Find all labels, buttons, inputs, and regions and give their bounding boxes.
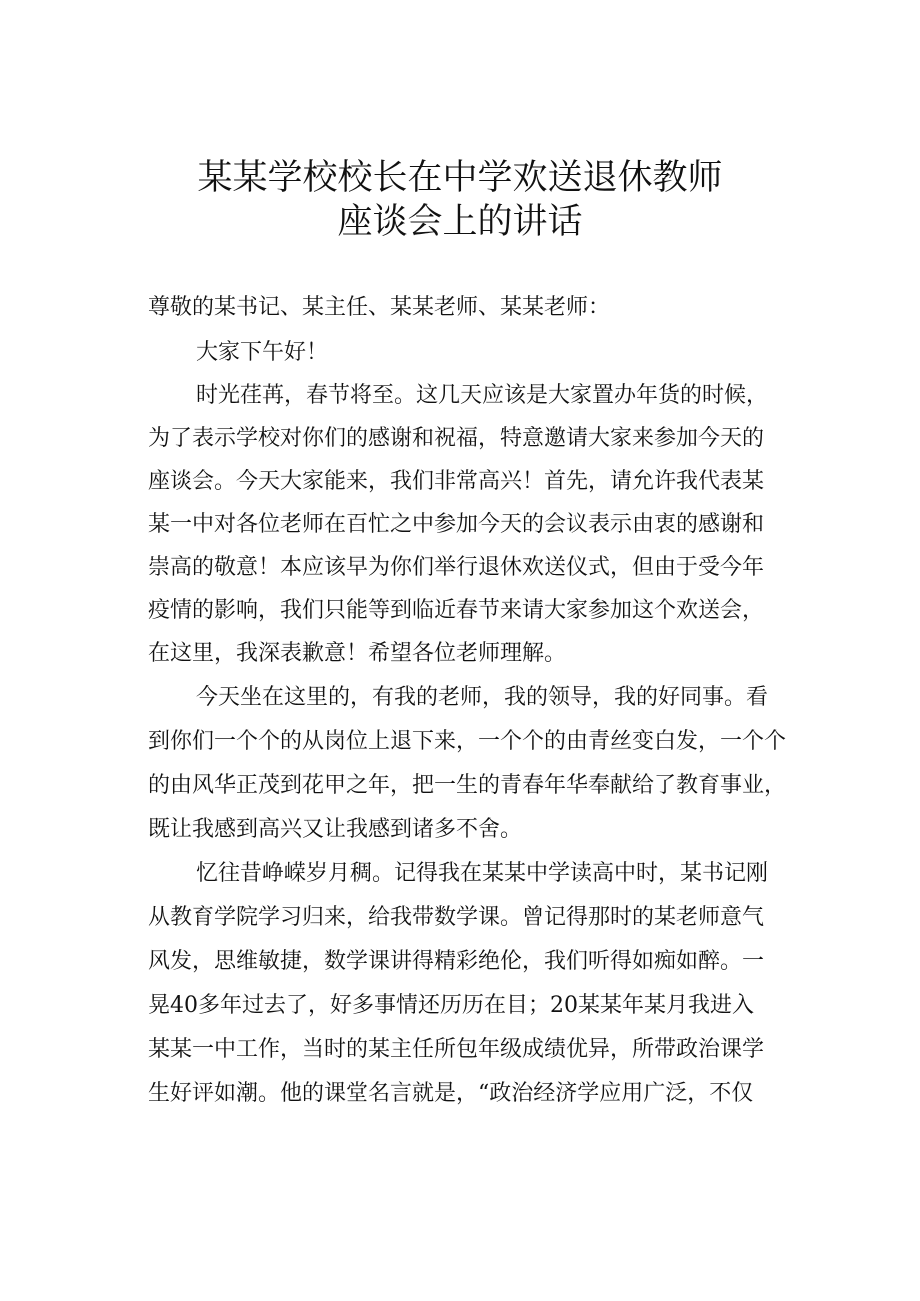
text-line: 大家下午好！ bbox=[196, 340, 329, 365]
text-line: 风发，思维敏捷，数学课讲得精彩绝伦，我们听得如痴如醉。一 bbox=[148, 949, 765, 974]
text-line: 既让我感到高兴又让我感到诸多不舍。 bbox=[148, 817, 523, 842]
document-title-line-2: 座谈会上的讲话 bbox=[337, 202, 583, 242]
text-line: 晃40多年过去了，好多事情还历历在目；20某某年某月我进入 bbox=[148, 993, 754, 1018]
text-line: 今天坐在这里的，有我的老师，我的领导，我的好同事。看 bbox=[196, 685, 769, 710]
text-line: 崇高的敬意！本应该早为你们举行退休欢送仪式，但由于受今年 bbox=[148, 555, 765, 580]
text-line: 的由风华正茂到花甲之年，把一生的青春年华奉献给了教育事业， bbox=[148, 773, 787, 798]
text-line: 生好评如潮。他的课堂名言就是，“政治经济学应用广泛，不仅 bbox=[148, 1081, 754, 1106]
text-line: 为了表示学校对你们的感谢和祝福，特意邀请大家来参加今天的 bbox=[148, 426, 765, 451]
text-line: 在这里，我深表歉意！希望各位老师理解。 bbox=[148, 641, 567, 666]
text-line: 忆往昔峥嵘岁月稠。记得我在某某中学读高中时，某书记刚 bbox=[196, 861, 769, 886]
text-line: 疫情的影响，我们只能等到临近春节来请大家参加这个欢送会， bbox=[148, 598, 765, 623]
text-line: 某某一中工作，当时的某主任所包年级成绩优异，所带政治课学 bbox=[148, 1037, 765, 1062]
text-line: 从教育学院学习归来，给我带数学课。曾记得那时的某老师意气 bbox=[148, 905, 765, 930]
text-line: 某一中对各位老师在百忙之中参加今天的会议表示由衷的感谢和 bbox=[148, 512, 765, 537]
text-line: 时光荏苒，春节将至。这几天应该是大家置办年货的时候， bbox=[196, 383, 769, 408]
text-line: 座谈会。今天大家能来，我们非常高兴！首先，请允许我代表某 bbox=[148, 469, 765, 494]
document-title-line-1: 某某学校校长在中学欢送退休教师 bbox=[197, 158, 723, 198]
text-line: 到你们一个个的从岗位上退下来，一个个的由青丝变白发，一个个 bbox=[148, 729, 787, 754]
text-line: 尊敬的某书记、某主任、某某老师、某某老师： bbox=[148, 295, 611, 320]
